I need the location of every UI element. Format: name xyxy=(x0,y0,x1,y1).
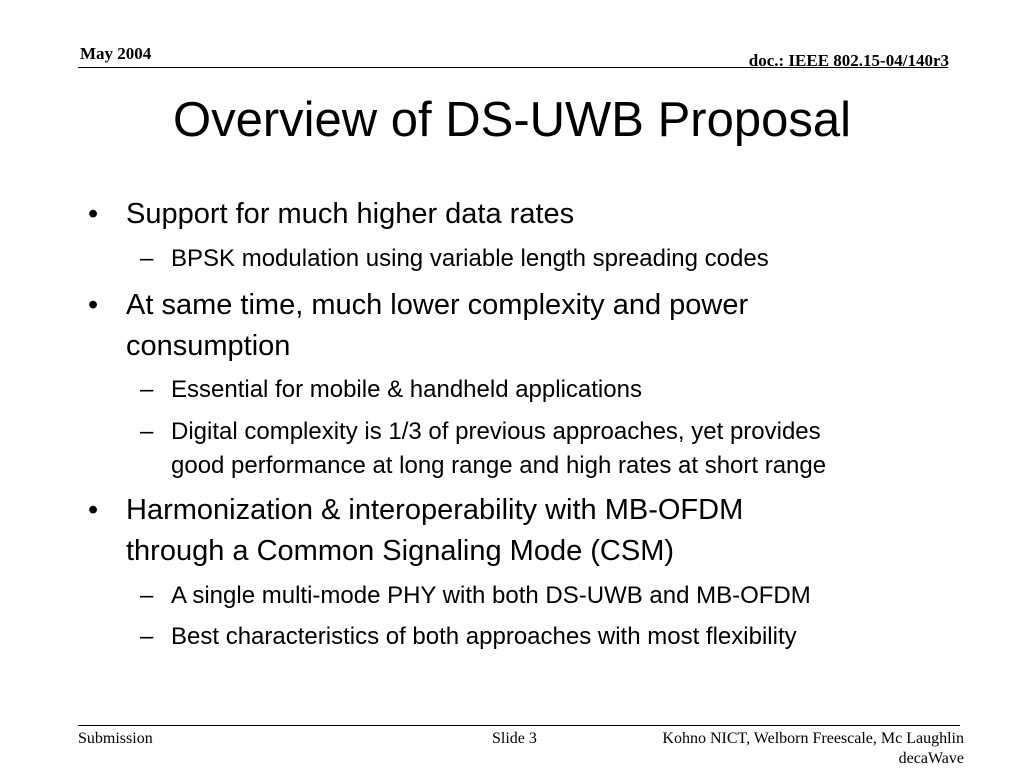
sub-bullet-item xyxy=(140,242,769,276)
dash-marker: – xyxy=(140,245,154,272)
header-doc-id: doc.: IEEE 802.15-04/140r3 xyxy=(748,51,949,70)
dash-marker: – xyxy=(140,376,154,403)
footer-authors-line1: Kohno NICT, Welborn Freescale, Mc Laughlin xyxy=(662,730,964,747)
footer-submission: Submission xyxy=(78,730,153,747)
bullet-item xyxy=(88,286,749,325)
bullet-item xyxy=(88,195,575,234)
dash-marker: – xyxy=(140,418,154,445)
bullet-continuation xyxy=(126,327,290,366)
sub-bullet-item xyxy=(140,579,811,613)
bullet-text: Support for much higher data rates xyxy=(126,198,575,230)
footer-authors-line2: decaWave xyxy=(898,750,964,767)
bullet-text: consumption xyxy=(126,330,291,362)
dash-marker: – xyxy=(140,623,154,650)
sub-bullet-text: A single multi-mode PHY with both DS-UWB and MB-OFDM xyxy=(171,582,811,609)
footer-authors xyxy=(662,729,964,769)
bullet-item xyxy=(88,491,744,530)
sub-bullet-text: Essential for mobile & handheld applications xyxy=(171,376,642,403)
sub-bullet-continuation xyxy=(171,449,826,483)
bullet-text: Harmonization & interoperability with MB-OFDM xyxy=(126,494,744,526)
sub-bullet-text: Best characteristics of both approaches with most flexibility xyxy=(171,623,797,650)
sub-bullet-item xyxy=(140,620,797,654)
bullet-marker: • xyxy=(88,494,99,526)
sub-bullet-text: Digital complexity is 1/3 of previous approaches, yet provides xyxy=(171,418,821,445)
bullet-continuation xyxy=(126,532,674,571)
bullet-marker: • xyxy=(88,198,99,230)
bullet-text: through a Common Signaling Mode (CSM) xyxy=(126,535,675,567)
dash-marker: – xyxy=(140,582,154,609)
sub-bullet-item xyxy=(140,373,642,407)
bullet-text: At same time, much lower complexity and power xyxy=(126,289,749,321)
sub-bullet-text: BPSK modulation using variable length spreading codes xyxy=(171,245,769,272)
sub-bullet-text: good performance at long range and high rates at short range xyxy=(171,452,827,479)
footer-slide-number: Slide 3 xyxy=(492,730,537,747)
bullet-marker: • xyxy=(88,289,99,321)
slide-title: Overview of DS-UWB Proposal xyxy=(172,93,851,147)
sub-bullet-item xyxy=(140,415,821,449)
header-date: May 2004 xyxy=(80,44,152,63)
footer-rule xyxy=(78,725,960,726)
